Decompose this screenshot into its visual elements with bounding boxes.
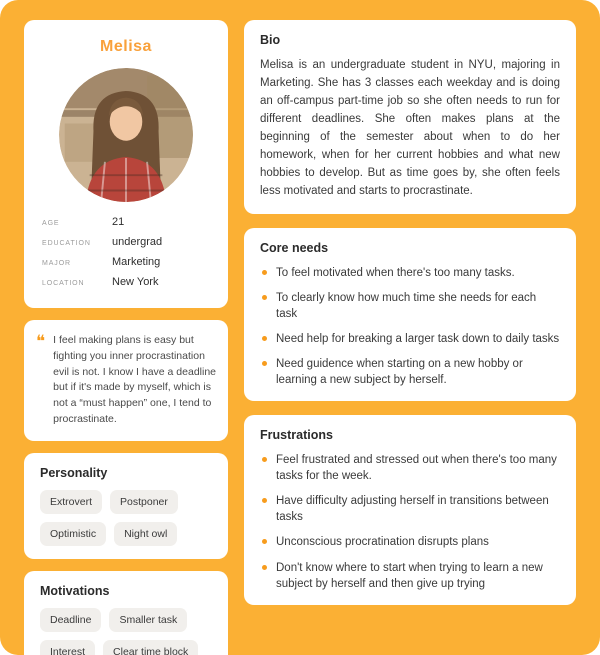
attribute-value: undergrad [112,236,163,248]
tag: Extrovert [40,490,102,514]
bullet-dot [262,457,267,462]
profile-card [24,20,228,308]
motivations-card [24,571,228,655]
bullet-dot [262,565,267,570]
bullet-text: Feel frustrated and stressed out when there's too many tasks for the week. [276,454,557,483]
attribute-label: AGE [42,220,60,227]
left-column [24,20,228,655]
tag: Optimistic [40,522,106,546]
frustrations-list [260,452,560,592]
bullet-item [262,534,560,550]
profile-name: Melisa [100,38,152,55]
bullet-dot [262,498,267,503]
bullet-item [262,290,560,322]
motivations-tags [40,608,212,655]
bullet-text: Don't know where to start when trying to learn a new subject by herself and then give up trying [276,561,543,590]
right-column [244,20,576,635]
bullet-item [262,560,560,592]
bio-card [244,20,576,214]
personality-title: Personality [40,465,108,480]
tag: Smaller task [109,608,187,632]
tag: Interest [40,640,95,655]
quote-icon [36,333,45,428]
bullet-text: Need help for breaking a larger task down to daily tasks [276,332,560,345]
attribute-row [42,256,210,268]
attribute-value: 21 [112,216,125,228]
attribute-label: MAJOR [42,260,71,267]
attributes-list [40,216,212,288]
bullet-item [262,493,560,525]
core-needs-title: Core needs [260,240,329,255]
attribute-label: LOCATION [42,280,85,287]
personality-card [24,453,228,559]
attribute-row [42,236,210,248]
frustrations-title: Frustrations [260,428,333,443]
attribute-row [42,276,210,288]
bullet-item [262,331,560,347]
bullet-item [262,452,560,484]
bullet-text: Have difficulty adjusting herself in transitions between tasks [276,495,549,524]
core-needs-list [260,265,560,389]
avatar-photo [59,68,193,202]
motivations-title: Motivations [40,583,110,598]
bullet-dot [262,539,267,544]
tag: Night owl [114,522,177,546]
frustrations-card [244,415,576,605]
bullet-item [262,265,560,281]
tag: Postponer [110,490,178,514]
bio-title: Bio [260,33,281,47]
bullet-dot [262,270,267,275]
bullet-item [262,356,560,388]
core-needs-card [244,228,576,402]
quote-card [24,320,228,441]
bullet-text: To feel motivated when there's too many tasks. [276,266,515,279]
bullet-dot [262,295,267,300]
quote-text: I feel making plans is easy but fighting you inner procrastination evil is not. I know I have a deadline but if it's made by myself, which is not a “must happen” one, I tend to procrastinate. [53,334,217,425]
personality-tags [40,490,212,546]
tag: Clear time block [103,640,198,655]
attribute-value: Marketing [112,256,161,268]
attribute-label: EDUCATION [42,240,91,247]
bullet-text: Unconscious procratination disrupts plans [276,536,489,549]
attribute-value: New York [112,276,159,288]
bullet-dot [262,336,267,341]
bullet-text: To clearly know how much time she needs for each task [276,291,537,320]
avatar [59,68,193,202]
bullet-text: Need guidence when starting on a new hobby or learning a new subject by herself. [276,357,523,386]
attribute-row [42,216,210,228]
bio-text: Melisa is an undergraduate student in NYU, majoring in Marketing. She has 3 classes each weekday and is doing an off-campus part-time job so she often needs to run for different deadlines. She often makes plans at the beginning of the semester about when to do her homework, when for her current hobbies and what new hobbies to develop. But as time goes by, she often feels less motivated and starts to procrastinate. [260,59,560,197]
bullet-dot [262,361,267,366]
tag: Deadline [40,608,101,632]
